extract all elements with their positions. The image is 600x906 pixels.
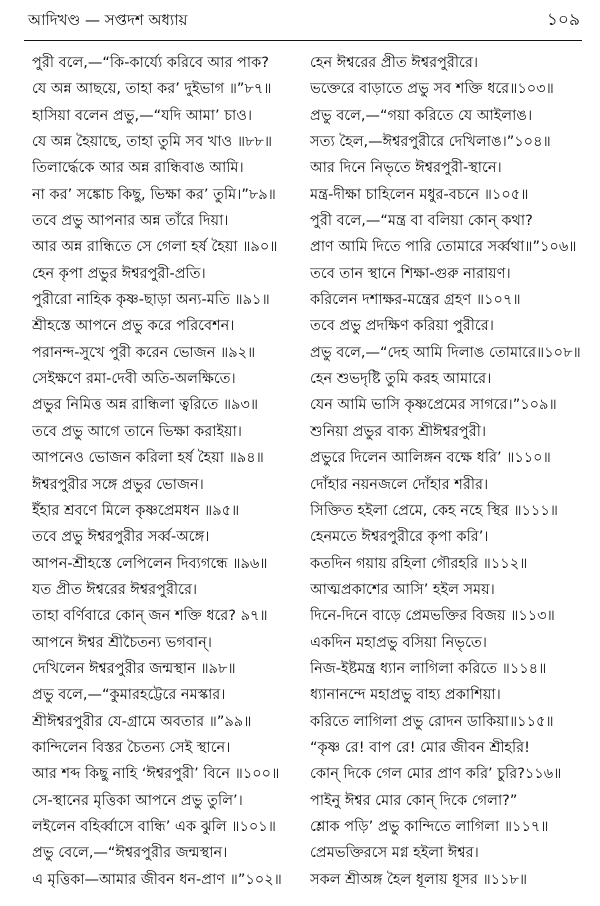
verse-line: তিলার্দ্ধেকে আর অন্ন রান্ধিবাঙ আমি। [32,160,244,177]
chapter-heading: আদিখণ্ড — সপ্তদশ অধ্যায় [28,10,188,29]
verse-line: আপন-শ্রীহস্তে লেপিলেন দিব্যগন্ধে ॥৯৬॥ [32,555,268,572]
verse-line: কান্দিলেন বিস্তর চৈতন্য সেই স্থানে। [32,739,231,756]
verse-line: প্রভুর নিমিত্ত অন্ন রান্ধিলা ত্বরিতে ॥৯৩॥ [32,397,259,414]
verse-line: যত প্রীত ঈশ্বরের ঈশ্বরপুরীরে। [32,581,198,598]
verse-line: প্রভু বলে,—“দেহ আমি দিলাঙ তোমারে॥১০৮॥ [310,344,581,361]
verse-line: না কর’ সঙ্কোচ কিছু, ভিক্ষা কর’ তুমি।”৮৯॥ [32,186,276,203]
verse-line: তবে প্রভু ঈশ্বরপুরীর সর্ব্ব-অঙ্গে। [32,529,210,546]
verse-line: তবে প্রভু প্রদক্ষিণ করিয়া পুরীরে। [310,318,494,335]
verse-line: সেইক্ষণে রমা-দেবী অতি-অলক্ষিতে। [32,371,236,388]
verse-line: প্রাণ আমি দিতে পারি তোমারে সর্ব্বথা॥”১০৬॥ [310,239,577,256]
verse-line: প্রভুরে দিলেন আলিঙ্গন বক্ষে ধরি’ ॥১১০॥ [310,450,551,467]
verse-line: এ মৃত্তিকা—আমার জীবন ধন-প্রাণ ॥”১০২॥ [32,871,282,888]
verse-line: শ্লোক পড়ি’ প্রভু কান্দিতে লাগিলা ॥১১৭॥ [310,818,549,835]
page-number: ১০৯ [546,10,580,30]
verse-line: আপনেও ভোজন করিলা হর্ষ হৈয়া ॥৯৪॥ [32,450,264,467]
verse-line: দিনে-দিনে বাড়ে প্রেমভক্তির বিজয় ॥১১৩॥ [310,608,555,625]
verse-line: ইঁহার শ্রবণে মিলে কৃষ্ণপ্রেমধন ॥৯৫॥ [32,502,240,519]
verse-line: তবে প্রভু আপনার অন্ন তাঁরে দিয়া। [32,213,229,230]
verse-line: হেন কৃপা প্রভুর ঈশ্বরপুরী-প্রতি। [32,265,206,282]
verse-line: ভক্তেরে বাড়াতে প্রভু সব শক্তি ধরে॥১০৩॥ [310,81,554,98]
verse-line: তবে তান স্থানে শিক্ষা-গুরু নারায়ণ। [310,265,511,282]
verse-line: তাহা বর্ণিবারে কোন্‌ জন শক্তি ধরে? ৯৭॥ [32,608,268,625]
verse-line: দোঁহার নয়নজলে দোঁহার শরীর। [310,476,489,493]
verse-line: করিলেন দশাক্ষর-মন্ত্রের গ্রহণ ॥১০৭॥ [310,292,521,309]
verse-line: দেখিলেন ঈশ্বরপুরীর জন্মস্থান ॥৯৮॥ [32,660,236,677]
verse-line: কোন্‌ দিকে গেল মোর প্রাণ করি’ চুরি?১১৬॥ [310,766,562,783]
verse-line: ধ্যানানন্দে মহাপ্রভু বাহ্য প্রকাশিয়া। [310,687,501,704]
verse-line: প্রেমভক্তিরসে মগ্ন হইলা ঈশ্বর। [310,845,479,862]
header-divider [24,40,582,41]
verse-line: আর দিনে নিভৃতে ঈশ্বরপুরী-স্থানে। [310,160,502,177]
verse-line: পরানন্দ-সুখে পুরী করেন ভোজন ॥৯২॥ [32,344,256,361]
verse-line: আত্মপ্রকাশের আসি’ হইল সময়। [310,581,495,598]
verse-line: প্রভু বলে,—“গয়া করিতে যে আইলাঙ। [310,107,533,124]
verse-line: সত্য হৈল,—ঈশ্বরপুরীরে দেখিলাঙ।”১০৪॥ [310,134,551,151]
verse-line: প্রভু বেলে,—“ঈশ্বরপুরীর জন্মস্থান। [32,845,228,862]
verse-line: হেন শুভদৃষ্টি তুমি করহ আমারে। [310,371,492,388]
verse-line: ঈশ্বরপুরীর সঙ্গে প্রভুর ভোজন। [32,476,204,493]
verse-line: “কৃষ্ণ রে! বাপ রে! মোর জীবন শ্রীহরি! [310,739,530,756]
verse-line: শুনিয়া প্রভুর বাক্য শ্রীঈশ্বরপুরী। [310,423,487,440]
verse-line: আপনে ঈশ্বর শ্রীচৈতন্য ভগবান্‌। [32,634,212,651]
verse-line: হেনমতে ঈশ্বরপুরীরে কৃপা করি’। [310,529,489,546]
verse-line: তবে প্রভু আগে তানে ভিক্ষা করাইয়া। [32,423,242,440]
verse-line: আর অন্ন রান্ধিতে সে গেলা হর্ষ হৈয়া ॥৯০॥ [32,239,278,256]
verse-line: আর শব্দ কিছু নাহি ‘ঈশ্বরপুরী’ বিনে ॥১০০॥ [32,766,280,783]
verse-line: সে-স্থানের মৃত্তিকা আপনে প্রভু তুলি’। [32,792,243,809]
verse-line: শ্রীঈশ্বরপুরীর যে-গ্রামে অবতার ॥”৯৯॥ [32,713,252,730]
verse-line: পুরী বলে,—“কি-কার্য্যে করিবে আর পাক? [32,55,269,71]
verse-line: হাসিয়া বলেন প্রভু,—“যদি আমা’ চাও। [32,107,253,124]
verse-line: যেন আমি ভাসি কৃষ্ণপ্রেমের সাগরে।”১০৯॥ [310,397,557,414]
verse-line: সকল শ্রীঅঙ্গ হৈল ধূলায় ধূসর ॥১১৮॥ [310,871,528,888]
verse-line: নিজ-ইষ্টমন্ত্র ধ্যান লাগিলা করিতে ॥১১৪॥ [310,660,547,677]
verse-line: কতদিন গয়ায় রহিলা গৌরহরি ॥১১২॥ [310,555,528,572]
page-header [28,4,580,38]
verse-line: হেন ঈশ্বরের প্রীত ঈশ্বরপুরীরে। [310,55,479,71]
verse-line: যে অন্ন আছয়ে, তাহা কর’ দুইভাগ ॥”৮৭॥ [32,81,272,98]
verse-line: মন্ত্র-দীক্ষা চাহিলেন মধুর-বচনে ॥১০৫॥ [310,186,529,203]
right-verse-column [310,50,585,893]
verse-line: প্রভু বলে,—“কুমারহট্টেরে নমস্কার। [32,687,226,704]
verse-line: লইলেন বহির্ব্বাসে বান্ধি’ এক ঝুলি ॥১০১॥ [32,818,276,835]
verse-line: পুরী বলে,—“মন্ত্র বা বলিয়া কোন্‌ কথা? [310,213,533,230]
verse-line: যে অন্ন হৈয়াছে, তাহা তুমি সব খাও ॥৮৮॥ [32,134,273,151]
verse-line: পাইনু ঈশ্বর মোর কোন্‌ দিকে গেলা?” [310,792,518,809]
verse-line: করিতে লাগিলা প্রভু রোদন ডাকিয়া॥১১৫॥ [310,713,554,730]
verse-line: শ্রীহস্তে আপনে প্রভু করে পরিবেশন। [32,318,235,335]
verse-line: একদিন মহাপ্রভু বসিয়া নিভৃতে। [310,634,487,651]
verse-line: সিক্তিত হইলা প্রেমে, কেহ নহে স্থির ॥১১১॥ [310,502,558,519]
left-verse-column [32,50,302,893]
verse-line: পুরীরো নাহিক কৃষ্ণ-ছাড়া অন্য-মতি ॥৯১॥ [32,292,270,309]
